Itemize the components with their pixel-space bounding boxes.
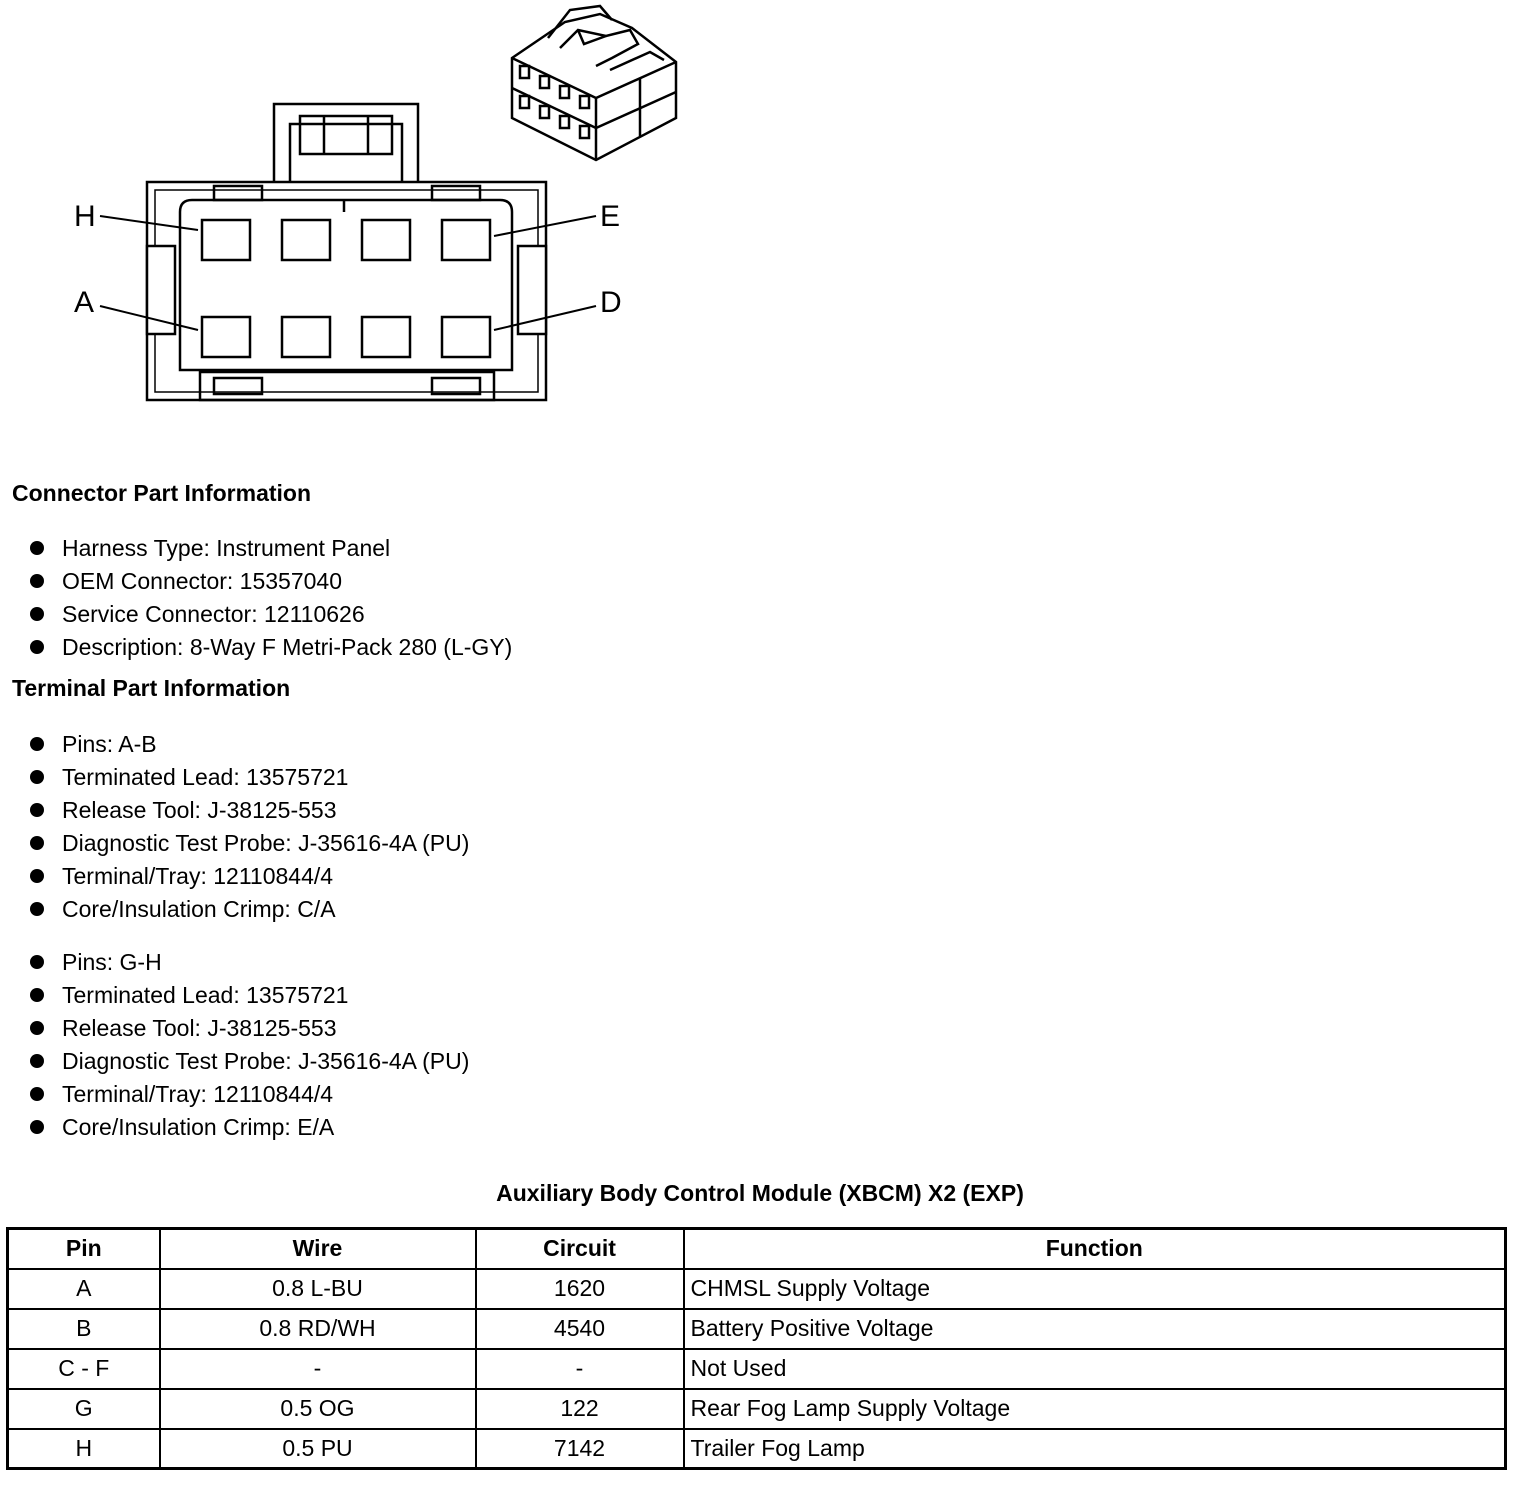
cavity-e	[442, 220, 490, 260]
table-row	[8, 1269, 1506, 1309]
pin-label-h: H	[74, 200, 96, 233]
table-row	[8, 1309, 1506, 1349]
connector-info-title: Connector Part Information	[12, 480, 312, 506]
cavity-h	[202, 220, 250, 260]
cavity-b	[282, 317, 330, 357]
table-header-row	[8, 1229, 1506, 1269]
table-row	[8, 1349, 1506, 1389]
list-item: Release Tool: J-38125-553	[30, 1012, 469, 1045]
column-header-wire: Wire	[160, 1229, 476, 1269]
connector-diagram	[0, 0, 700, 420]
connector-info-list	[30, 532, 512, 664]
list-item: OEM Connector: 15357040	[30, 565, 512, 598]
cavity-g	[282, 220, 330, 260]
pin-label-a: A	[74, 286, 95, 319]
list-item: Core/Insulation Crimp: C/A	[30, 893, 469, 926]
list-item: Service Connector: 12110626	[30, 598, 512, 631]
table-row	[8, 1389, 1506, 1429]
cell-wire: 0.8 L-BU	[160, 1269, 476, 1309]
cavity-d	[442, 317, 490, 357]
cavity-a	[202, 317, 250, 357]
list-item: Diagnostic Test Probe: J-35616-4A (PU)	[30, 1045, 469, 1078]
cell-pin: G	[8, 1389, 160, 1429]
pin-label-e: E	[600, 200, 621, 233]
list-item: Core/Insulation Crimp: E/A	[30, 1111, 469, 1144]
cell-circuit: 1620	[476, 1269, 684, 1309]
cavity-f	[362, 220, 410, 260]
cell-pin: H	[8, 1429, 160, 1469]
cell-pin: B	[8, 1309, 160, 1349]
connector-3d-illustration	[512, 6, 676, 160]
column-header-function: Function	[684, 1229, 1506, 1269]
list-item: Pins: A-B	[30, 728, 469, 761]
cell-wire: 0.8 RD/WH	[160, 1309, 476, 1349]
pin-label-d: D	[600, 286, 622, 319]
cell-circuit: 7142	[476, 1429, 684, 1469]
column-header-pin: Pin	[8, 1229, 160, 1269]
cell-function: Battery Positive Voltage	[684, 1309, 1506, 1349]
cell-pin: A	[8, 1269, 160, 1309]
cell-function: Rear Fog Lamp Supply Voltage	[684, 1389, 1506, 1429]
cell-wire: -	[160, 1349, 476, 1389]
column-header-circuit: Circuit	[476, 1229, 684, 1269]
cell-circuit: 4540	[476, 1309, 684, 1349]
list-item: Terminal/Tray: 12110844/4	[30, 1078, 469, 1111]
pinout-table	[6, 1227, 1507, 1470]
list-item: Description: 8-Way F Metri-Pack 280 (L-GY)	[30, 631, 512, 664]
cell-function: Not Used	[684, 1349, 1506, 1389]
cell-function: CHMSL Supply Voltage	[684, 1269, 1506, 1309]
cell-pin: C - F	[8, 1349, 160, 1389]
terminal-info-title: Terminal Part Information	[12, 675, 291, 701]
cell-circuit: 122	[476, 1389, 684, 1429]
cell-wire: 0.5 OG	[160, 1389, 476, 1429]
terminal-group-2-list	[30, 946, 469, 1144]
list-item: Release Tool: J-38125-553	[30, 794, 469, 827]
list-item: Terminal/Tray: 12110844/4	[30, 860, 469, 893]
list-item: Terminated Lead: 13575721	[30, 761, 469, 794]
connector-face-view	[100, 104, 596, 400]
list-item: Terminated Lead: 13575721	[30, 979, 469, 1012]
cell-wire: 0.5 PU	[160, 1429, 476, 1469]
list-item: Diagnostic Test Probe: J-35616-4A (PU)	[30, 827, 469, 860]
terminal-group-1-list	[30, 728, 469, 926]
table-title: Auxiliary Body Control Module (XBCM) X2 (EXP)	[496, 1180, 1024, 1206]
cavity-c	[362, 317, 410, 357]
list-item: Harness Type: Instrument Panel	[30, 532, 512, 565]
list-item: Pins: G-H	[30, 946, 469, 979]
cell-function: Trailer Fog Lamp	[684, 1429, 1506, 1469]
table-row	[8, 1429, 1506, 1469]
cell-circuit: -	[476, 1349, 684, 1389]
